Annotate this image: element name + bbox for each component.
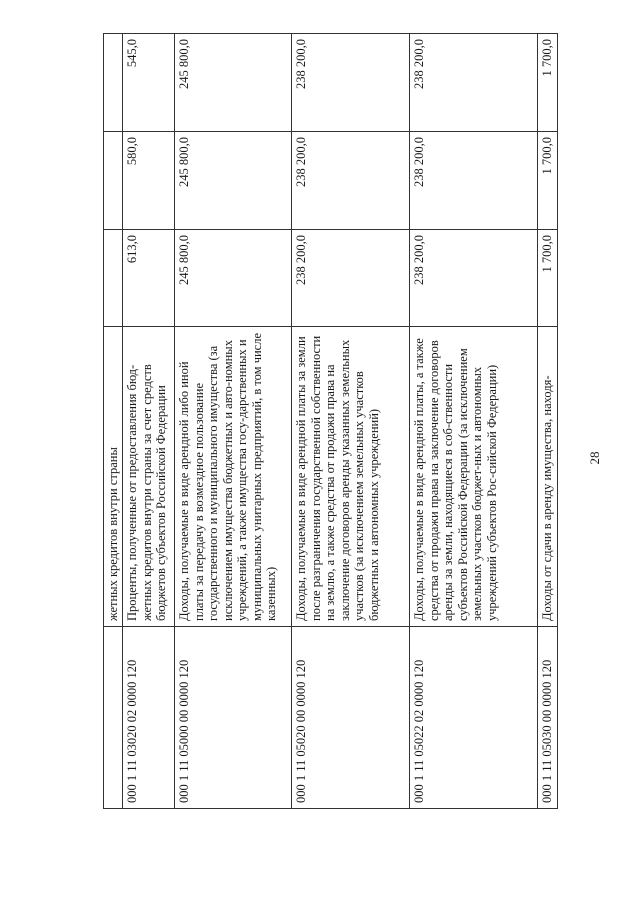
revenue-table xyxy=(103,33,558,809)
table-row xyxy=(538,34,558,809)
table-row xyxy=(175,34,292,809)
value-cell xyxy=(104,230,123,327)
table-row xyxy=(104,34,123,809)
revenue-name-cell: Доходы, получаемые в виде арендной либо иной платы за передачу в возмездное пользование государственного и муниципального имущества (за исключением имущества бюджетных и авто-номных учреждений, а также имущества госу-дарственных и муниципальных унитарных предприятий, в том числе казенных) xyxy=(175,327,292,627)
value-cell: 245 800,0 xyxy=(175,132,292,230)
table-row xyxy=(292,34,410,809)
value-cell: 1 700,0 xyxy=(538,34,558,132)
value-cell: 1 700,0 xyxy=(538,132,558,230)
budget-code-cell: 000 1 11 03020 02 0000 120 xyxy=(123,627,175,809)
revenue-name-cell: Доходы, получаемые в виде арендной платы за земли после разграничения государственной собственности на землю, а также средства от продажи права на заключение договоров аренды указанных земельных участков (за исключением земельных участков бюджетных и автономных учреждений) xyxy=(292,327,410,627)
value-cell xyxy=(104,34,123,132)
revenue-name-cell: Проценты, полученные от предоставления бюд-жетных кредитов внутри страны за счет средств бюджетов субъектов Российской Федерации xyxy=(123,327,175,627)
value-cell: 545,0 xyxy=(123,34,175,132)
value-cell: 238 200,0 xyxy=(292,132,410,230)
revenue-name-cell: Доходы, получаемые в виде арендной платы, а также средства от продажи права на заключение договоров аренды за земли, находящиеся в соб-ственности субъектов Российской Федерации (за исключением земельных участков бюджет-ных и автономных учреждений субъектов Рос-сийской Федерации) xyxy=(410,327,538,627)
value-cell: 245 800,0 xyxy=(175,230,292,327)
budget-code-cell xyxy=(104,627,123,809)
value-cell: 238 200,0 xyxy=(410,34,538,132)
value-cell: 613,0 xyxy=(123,230,175,327)
value-cell: 238 200,0 xyxy=(410,132,538,230)
table-row xyxy=(410,34,538,809)
budget-code-cell: 000 1 11 05030 00 0000 120 xyxy=(538,627,558,809)
revenue-name-cell: жетных кредитов внутри страны xyxy=(104,327,123,627)
value-cell: 238 200,0 xyxy=(410,230,538,327)
value-cell: 1 700,0 xyxy=(538,230,558,327)
table-row xyxy=(123,34,175,809)
page-number: 28 xyxy=(587,451,602,465)
budget-code-cell: 000 1 11 05000 00 0000 120 xyxy=(175,627,292,809)
budget-code-cell: 000 1 11 05020 00 0000 120 xyxy=(292,627,410,809)
revenue-name-cell: Доходы от сдачи в аренду имущества, находя- xyxy=(538,327,558,627)
value-cell: 238 200,0 xyxy=(292,34,410,132)
value-cell xyxy=(104,132,123,230)
budget-code-cell: 000 1 11 05022 02 0000 120 xyxy=(410,627,538,809)
value-cell: 580,0 xyxy=(123,132,175,230)
value-cell: 245 800,0 xyxy=(175,34,292,132)
value-cell: 238 200,0 xyxy=(292,230,410,327)
